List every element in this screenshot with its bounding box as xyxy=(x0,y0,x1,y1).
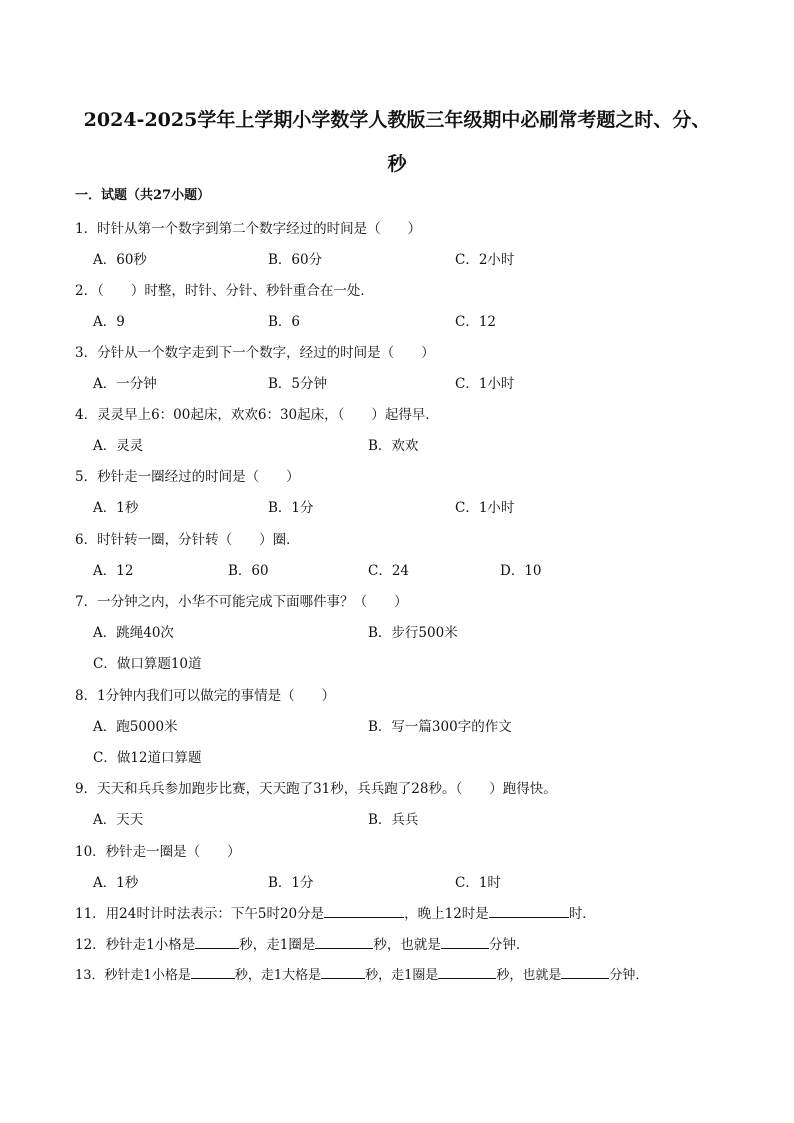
question-3: 3．分针从一个数字走到下一个数字，经过的时间是（ ） xyxy=(75,345,435,361)
option-3c: C．1小时 xyxy=(455,376,515,392)
answer-blank[interactable] xyxy=(438,966,496,979)
question-1: 1．时针从第一个数字到第二个数字经过的时间是（ ） xyxy=(75,221,422,237)
question-8: 8．1分钟内我们可以做完的事情是（ ） xyxy=(75,688,336,704)
answer-blank[interactable] xyxy=(489,905,569,918)
question-6: 6．时针转一圈，分针转（ ）圈． xyxy=(75,532,300,548)
answer-blank[interactable] xyxy=(321,966,365,979)
option-7b: B．步行500米 xyxy=(368,625,458,641)
option-9a: A．天天 xyxy=(93,812,144,828)
question-13 xyxy=(75,964,648,983)
q12-text-b: 秒，走1圈是 xyxy=(239,937,316,953)
q12-text-c: 秒，也就是 xyxy=(373,937,441,953)
option-6a: A．12 xyxy=(93,563,134,579)
question-7: 7．一分钟之内，小华不可能完成下面哪件事？（ ） xyxy=(75,594,408,610)
option-5b: B．1分 xyxy=(268,500,314,516)
option-1c: C．2小时 xyxy=(455,252,515,268)
option-6b: B．60 xyxy=(228,563,269,579)
option-6d: D．10 xyxy=(500,563,542,579)
option-6c: C．24 xyxy=(368,563,410,579)
question-10: 10．秒针走一圈是（ ） xyxy=(75,844,241,860)
option-10c: C．1时 xyxy=(455,875,501,891)
title-line-2: 秒 xyxy=(387,153,407,175)
option-8b: B．写一篇300字的作文 xyxy=(368,719,512,735)
section-header: 一．试题（共27小题） xyxy=(75,188,211,203)
q13-text-a: 13．秒针走1小格是 xyxy=(75,968,191,983)
q12-text-d: 分钟． xyxy=(488,937,530,953)
option-10a: A．1秒 xyxy=(93,875,139,891)
option-8a: A．跑5000米 xyxy=(93,719,178,735)
option-4b: B．欢欢 xyxy=(368,438,419,454)
q11-text-c: 时． xyxy=(568,906,596,922)
title-line-1: 2024-2025学年上学期小学数学人教版三年级期中必刷常考题之时、分、 xyxy=(83,109,711,131)
option-1b: B．60分 xyxy=(268,252,323,268)
q12-text-a: 12．秒针走1小格是 xyxy=(75,937,196,953)
q13-text-c: 秒，走1圈是 xyxy=(365,968,439,983)
question-9: 9．天天和兵兵参加跑步比赛，天天跑了31秒，兵兵跑了28秒。（ ）跑得快。 xyxy=(75,781,557,797)
option-3b: B．5分钟 xyxy=(268,376,328,392)
answer-blank[interactable] xyxy=(441,936,489,949)
question-12 xyxy=(75,933,529,953)
q11-text-a: 11．用24时计时法表示：下午5时20分是 xyxy=(75,906,325,922)
answer-blank[interactable] xyxy=(191,966,235,979)
option-7a: A．跳绳40次 xyxy=(93,625,174,641)
answer-blank[interactable] xyxy=(561,966,609,979)
option-5c: C．1小时 xyxy=(455,500,515,516)
answer-blank[interactable] xyxy=(195,936,239,949)
option-3a: A．一分钟 xyxy=(93,376,157,392)
option-2a: A．9 xyxy=(93,314,125,330)
option-5a: A．1秒 xyxy=(93,500,139,516)
option-2b: B．6 xyxy=(268,314,301,330)
q13-text-e: 分钟． xyxy=(609,968,649,983)
q13-text-d: 秒，也就是 xyxy=(496,968,562,983)
option-4a: A．灵灵 xyxy=(93,438,144,454)
option-8c: C．做12道口算题 xyxy=(93,750,202,766)
q11-text-b: ，晚上12时是 xyxy=(404,906,489,922)
option-7c: C．做口算题10道 xyxy=(93,656,202,672)
question-11 xyxy=(75,902,596,922)
question-2: 2．（ ）时整，时针、分针、秒针重合在一处． xyxy=(75,283,374,299)
answer-blank[interactable] xyxy=(315,936,373,949)
answer-blank[interactable] xyxy=(324,905,404,918)
q13-text-b: 秒，走1大格是 xyxy=(234,968,322,983)
option-1a: A．60秒 xyxy=(93,252,147,268)
option-2c: C．12 xyxy=(455,314,497,330)
page-title xyxy=(60,98,734,186)
question-4: 4．灵灵早上6：00起床，欢欢6：30起床，（ ）起得早． xyxy=(75,407,439,423)
option-10b: B．1分 xyxy=(268,875,314,891)
option-9b: B．兵兵 xyxy=(368,812,419,828)
question-5: 5．秒针走一圈经过的时间是（ ） xyxy=(75,469,300,485)
